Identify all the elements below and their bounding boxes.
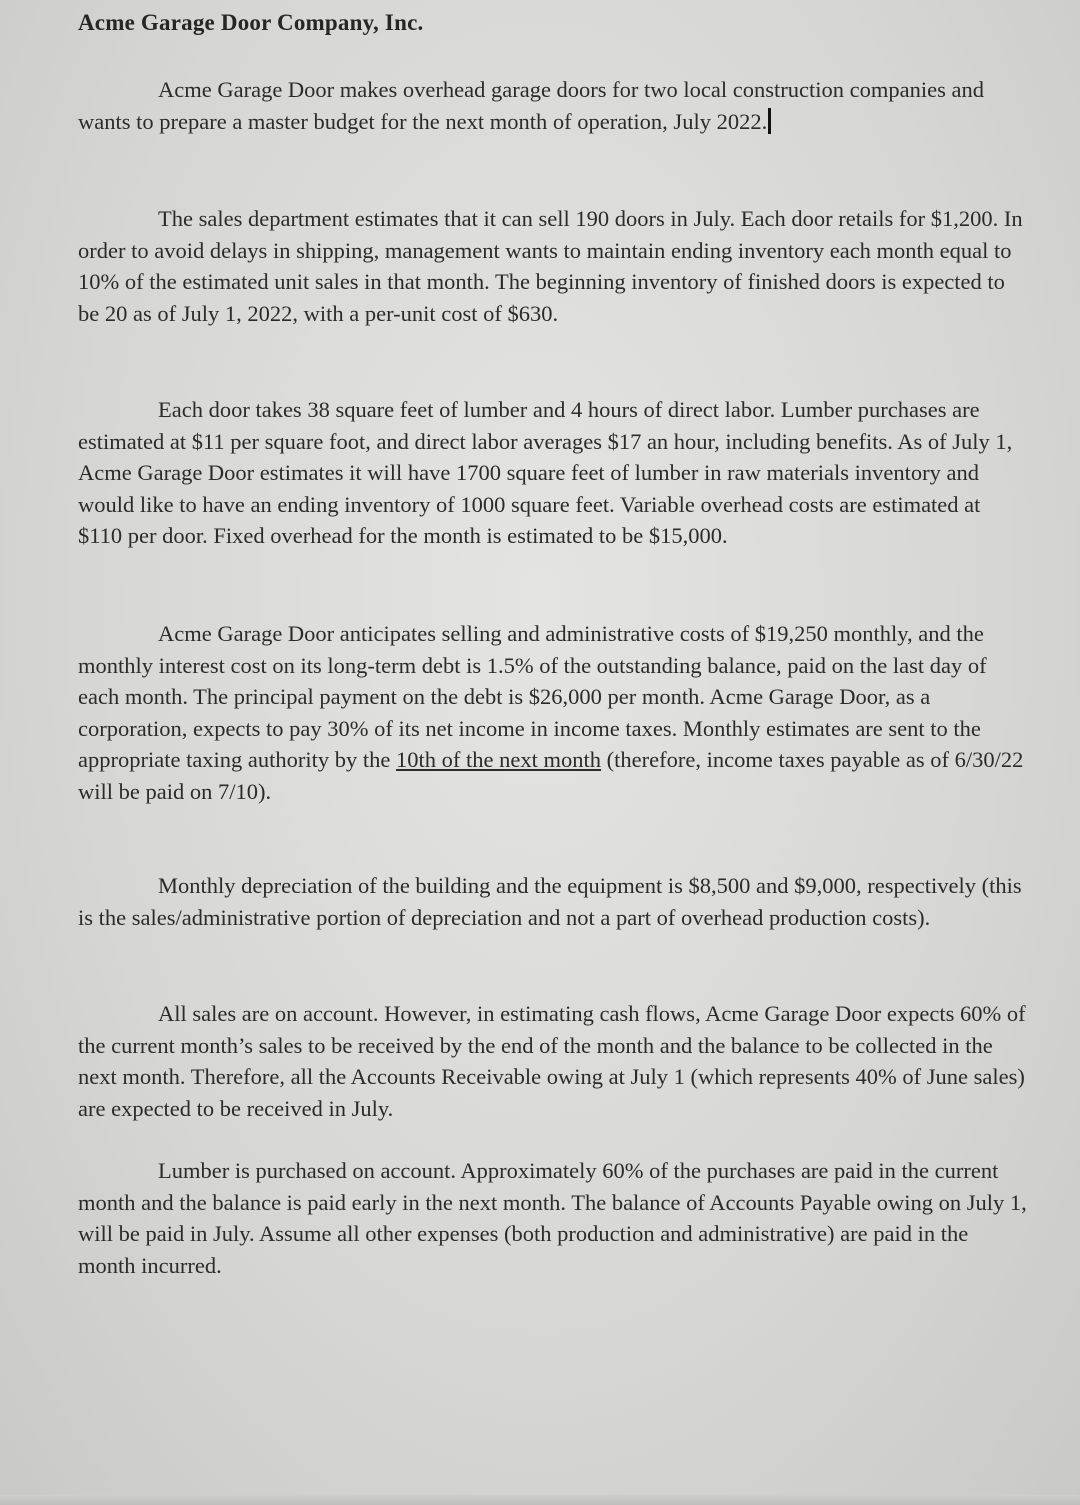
document-title: Acme Garage Door Company, Inc.	[78, 10, 424, 35]
paragraph-production: Each door takes 38 square feet of lumber and 4 hours of direct labor. Lumber purchases are estimated at $11 per square foot, and direct labor averages $17 an hour, including benefits. As of July 1, Acme Garage Door estimates it will have 1700 square feet of lumber in raw materials inventory and would like to have an ending inventory of 1000 square feet. Variable overhead costs are estimated at $110 per door. Fixed overhead for the month is estimated to be $15,000.	[78, 397, 1013, 548]
bottom-edge	[0, 1495, 1080, 1505]
paragraph-admin-costs-text-2: (therefore, income taxes payable as of 6/30/22 will be paid on 7/10).	[78, 747, 1024, 804]
paragraph-collections: All sales are on account. However, in estimating cash flows, Acme Garage Door expects 60% of the current month’s sales to be received by the end of the month and the balance to be collected in the next month. Therefore, all the Accounts Receivable owing at July 1 (which represents 40% of June sales) are expected to be received in July.	[78, 1001, 1026, 1121]
underlined-due-date: 10th of the next month	[396, 747, 602, 772]
text-cursor	[768, 108, 771, 134]
paragraph-intro[interactable]	[78, 74, 1028, 137]
paragraph-depreciation: Monthly depreciation of the building and the equipment is $8,500 and $9,000, respectively (this is the sales/administrative portion of depreciation and not a part of overhead production costs).	[78, 873, 1022, 930]
paragraph-sales: The sales department estimates that it can sell 190 doors in July. Each door retails for $1,200. In order to avoid delays in shipping, management wants to maintain ending inventory each month equal to 10% of the estimated unit sales in that month. The beginning inventory of finished doors is expected to be 20 as of July 1, 2022, with a per-unit cost of $630.	[78, 206, 1023, 326]
paragraph-purchases: Lumber is purchased on account. Approximately 60% of the purchases are paid in the current month and the balance is paid early in the next month. The balance of Accounts Payable owing on July 1, will be paid in July. Assume all other expenses (both production and administrative) are paid in the month incurred.	[78, 1158, 1027, 1278]
paragraph-admin-costs	[78, 618, 1028, 807]
paragraph-intro-text: Acme Garage Door makes overhead garage doors for two local construction companies and wants to prepare a master budget for the next month of operation, July 2022.	[78, 77, 984, 134]
paragraph-admin-costs-text-1: Acme Garage Door anticipates selling and administrative costs of $19,250 monthly, and the monthly interest cost on its long-term debt is 1.5% of the outstanding balance, paid on the last day of each month. The principal payment on the debt is $26,000 per month. Acme Garage Door, as a corporation, expects to pay 30% of its net income in income taxes. Monthly estimates are sent to the appropriate taxing authority by the	[78, 621, 987, 772]
